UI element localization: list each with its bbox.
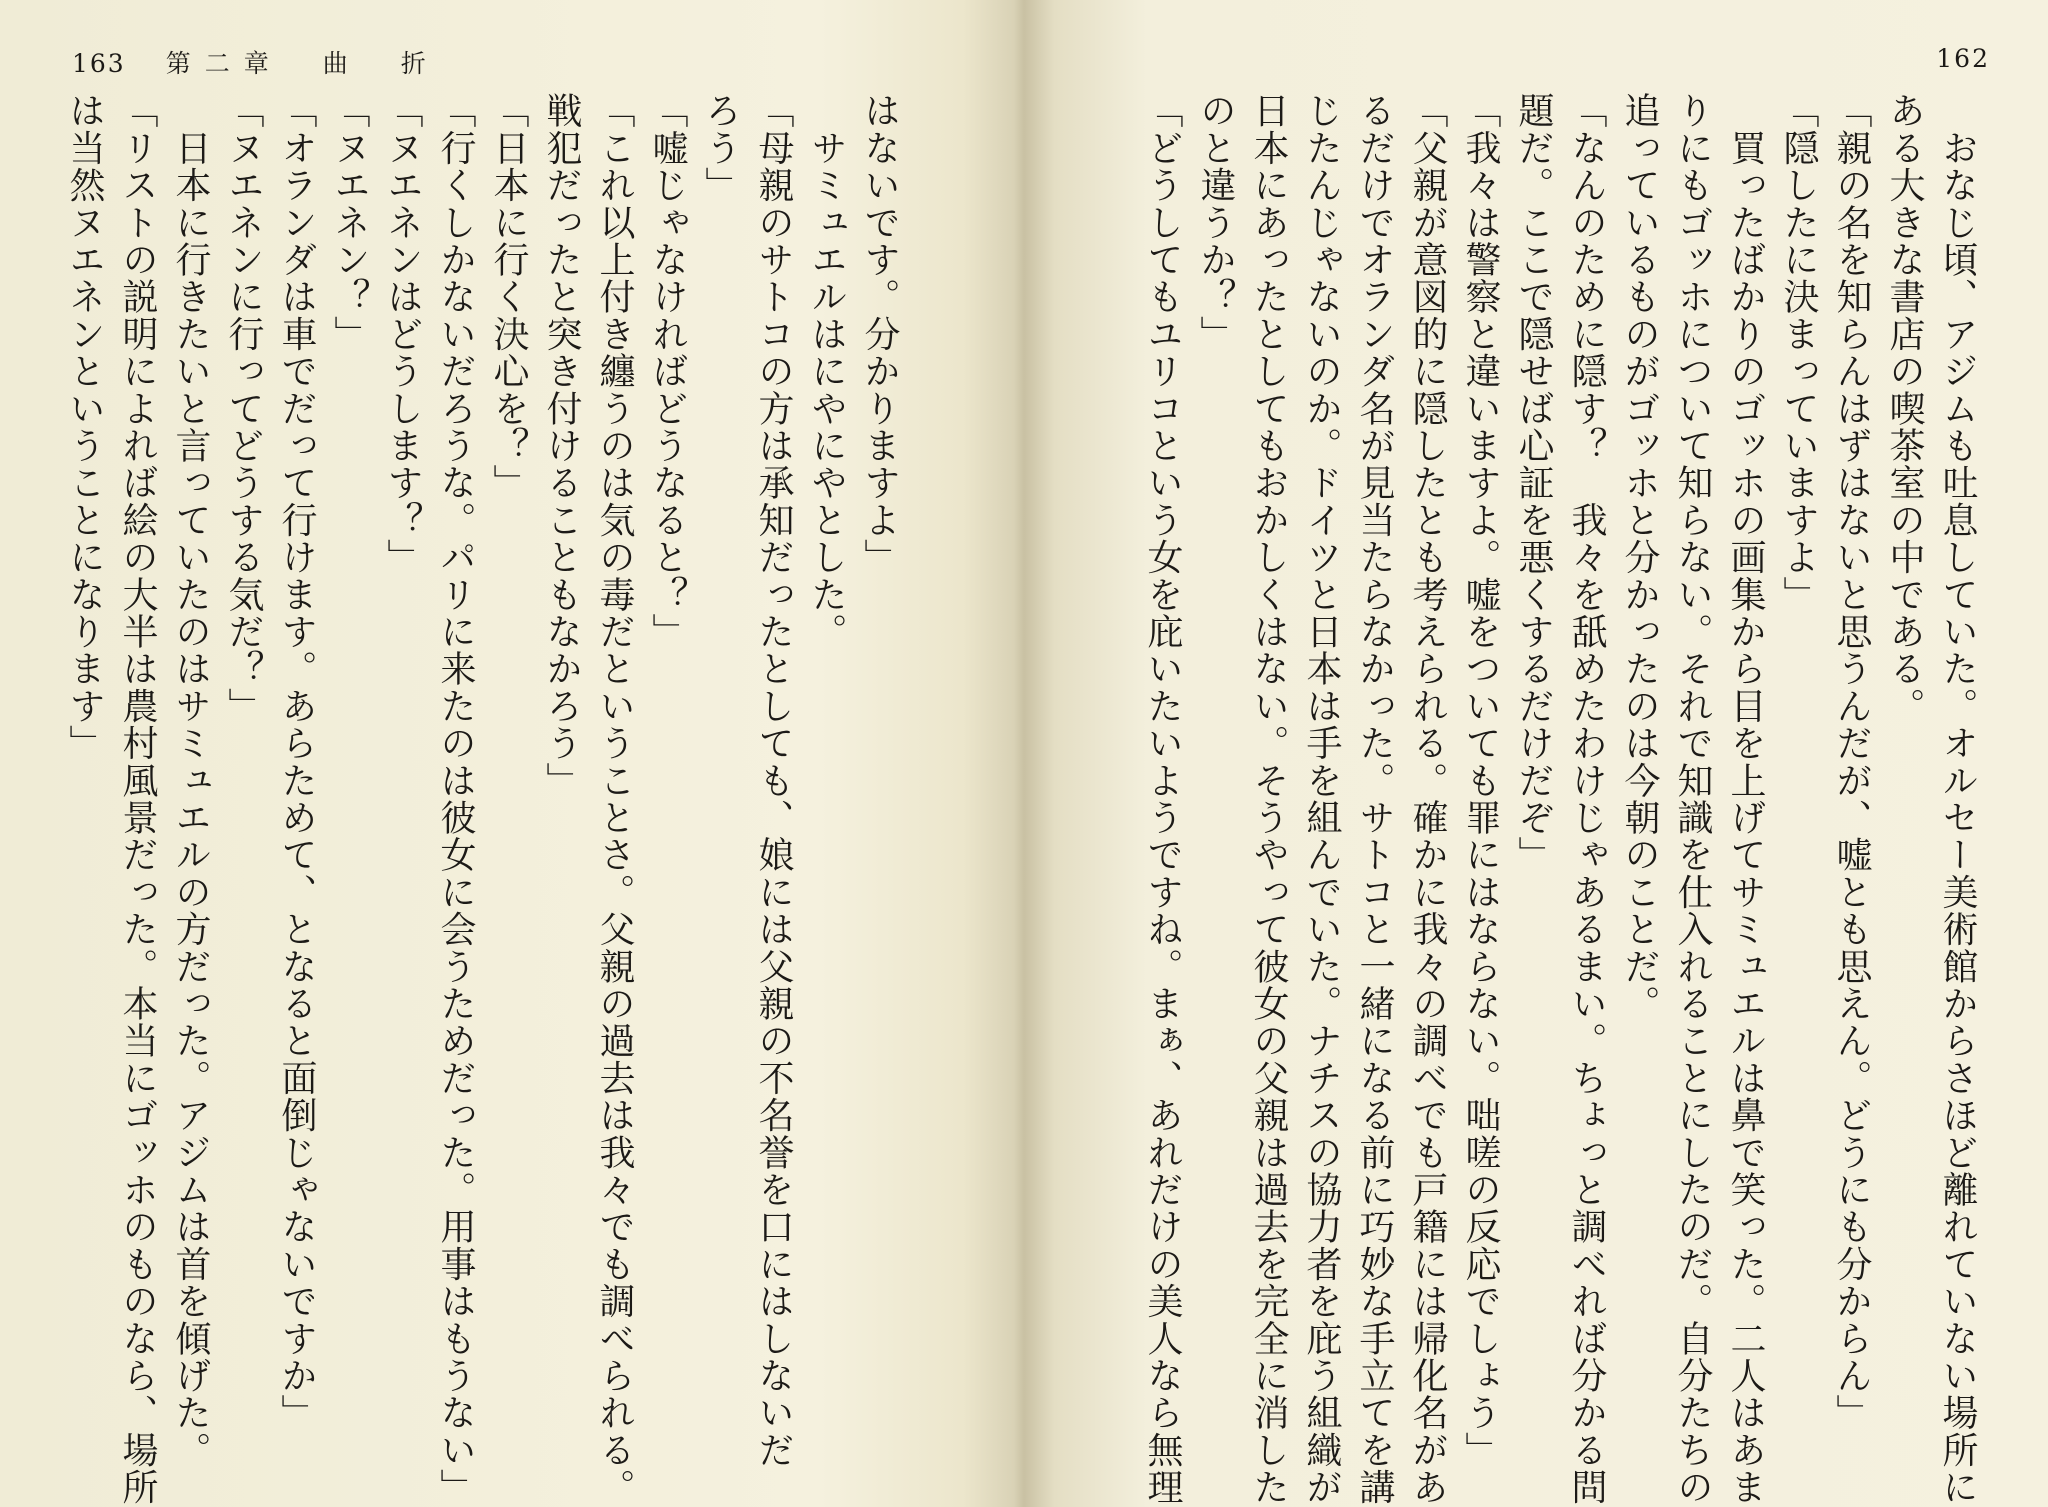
text-line: サミュエルはにやにやとした。 (806, 92, 847, 650)
right-page-header (1936, 44, 1990, 73)
left-page-body (64, 92, 906, 1506)
chapter-title: 曲 折 (322, 49, 440, 78)
text-line: のと違うか？」 (1195, 92, 1236, 353)
text-line: 「母親のサトコの方は承知だったとしても、娘には父親の不名誉を口にはしないだ (753, 92, 794, 1469)
text-line: 買ったばかりのゴッホの画集から目を上げてサミュエルは鼻で笑った。二人はあま (1725, 92, 1766, 1506)
text-line: は当然ヌエネンということになります」 (64, 92, 105, 762)
text-line: 「親の名を知らんはずはないと思うんだが、嘘とも思えん。どうにも分からん」 (1831, 92, 1872, 1432)
text-line: 「ヌエネン？」 (329, 92, 370, 353)
text-line: 「父親が意図的に隠したとも考えられる。確かに我々の調べでも戸籍には帰化名があ (1407, 92, 1448, 1506)
text-line: 「オランダは車でだって行けます。あらためて、となると面倒じゃないですか」 (276, 92, 317, 1432)
text-line: おなじ頃、アジムも吐息していた。オルセー美術館からさほど離れていない場所に (1937, 92, 1978, 1506)
page-number: 162 (1936, 44, 1990, 73)
text-line: 「嘘じゃなければどうなると？」 (647, 92, 688, 650)
right-page (1028, 0, 2048, 1507)
chapter-label: 第二章 (165, 49, 283, 78)
left-page-header (72, 44, 440, 80)
text-line: 題だ。ここで隠せば心証を悪くするだけだぞ」 (1513, 92, 1554, 874)
text-line: 追っているものがゴッホと分かったのは今朝のことだ。 (1619, 92, 1660, 1022)
text-line: 「なんのために隠す？ 我々を舐めたわけじゃあるまい。ちょっと調べれば分かる問 (1566, 92, 1607, 1506)
text-line: じたんじゃないのか。ドイツと日本は手を組んでいた。ナチスの協力者を庇う組織が (1301, 92, 1342, 1506)
text-line: はないです。分かりますよ」 (859, 92, 900, 576)
text-line: 「ヌエネンはどうします？」 (382, 92, 423, 576)
text-line: 「どうしてもユリコという女を庇いたいようですね。まぁ、あれだけの美人なら無理 (1142, 92, 1183, 1506)
text-line: ろう」 (700, 92, 741, 204)
text-line: 「行くしかないだろうな。パリに来たのは彼女に会うためだった。用事はもうない」 (435, 92, 476, 1506)
text-line: 「日本に行く決心を？」 (488, 92, 529, 502)
text-line: るだけでオランダ名が見当たらなかった。サトコと一緒になる前に巧妙な手立てを講 (1354, 92, 1395, 1506)
text-line: 「我々は警察と違いますよ。嘘をついても罪にはならない。咄嗟の反応でしょう」 (1460, 92, 1501, 1469)
text-line: 「リストの説明によれば絵の大半は農村風景だった。本当にゴッホのものなら、場所 (117, 92, 158, 1506)
text-line: ある大きな書店の喫茶室の中である。 (1884, 92, 1925, 725)
text-line: りにもゴッホについて知らない。それで知識を仕入れることにしたのだ。自分たちの (1672, 92, 1713, 1506)
text-line: 「隠したに決まっていますよ」 (1778, 92, 1819, 613)
text-line: 日本に行きたいと言っていたのはサミュエルの方だった。アジムは首を傾げた。 (170, 92, 211, 1469)
left-page (0, 0, 1020, 1507)
text-line: 戦犯だったと突き付けることもなかろう」 (541, 92, 582, 799)
page-number: 163 (72, 49, 126, 78)
text-line: 「これ以上付き纏うのは気の毒だということさ。父親の過去は我々でも調べられる。 (594, 92, 635, 1506)
text-line: 日本にあったとしてもおかしくはない。そうやって彼女の父親は過去を完全に消した (1248, 92, 1289, 1506)
text-line: 「ヌエネンに行ってどうする気だ？」 (223, 92, 264, 725)
right-page-body (1104, 92, 1984, 1506)
